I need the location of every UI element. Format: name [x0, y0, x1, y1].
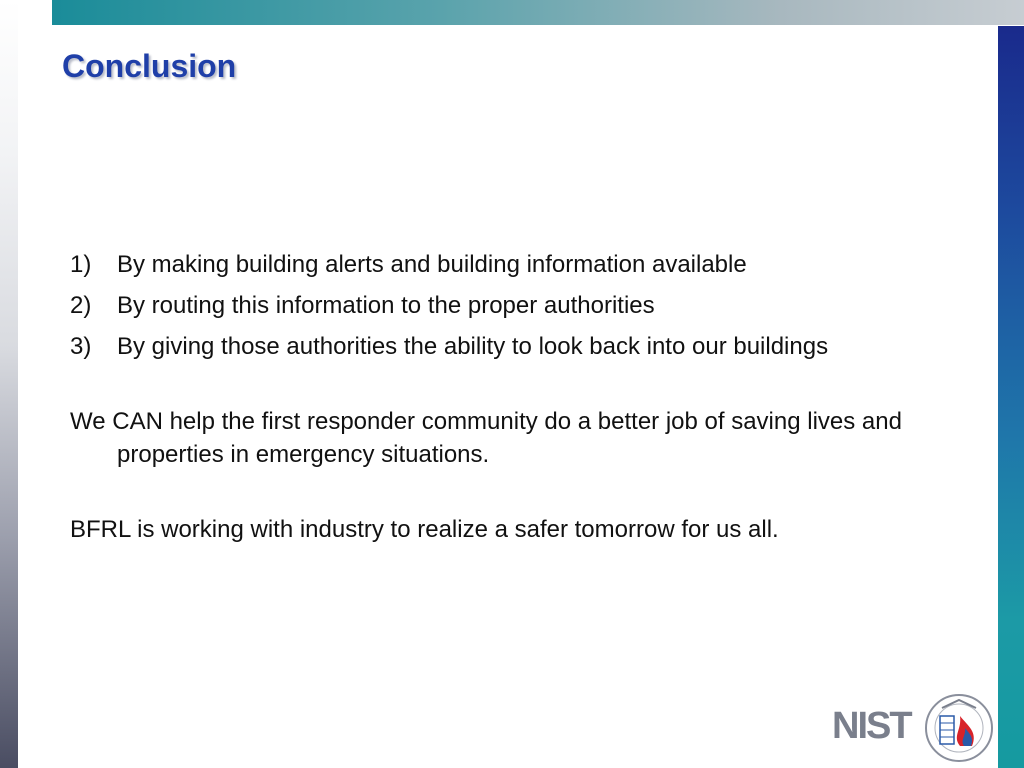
logo-wordmark: NIST — [832, 705, 911, 747]
list-text: By making building alerts and building information available — [117, 251, 747, 278]
list-marker: 1) — [70, 251, 92, 278]
slide-title: Conclusion — [62, 48, 237, 84]
nist-logo — [832, 686, 998, 764]
top-accent-bar — [52, 0, 1024, 25]
closing-paragraph: BFRL is working with industry to realize a safer tomorrow for us all. — [70, 516, 779, 543]
numbered-list — [70, 248, 950, 363]
nist-logo-icon — [832, 686, 998, 764]
list-text: By giving those authorities the ability to look back into our buildings — [117, 333, 829, 360]
list-item — [70, 289, 950, 322]
left-gradient-bar — [0, 0, 18, 768]
right-gradient-bar — [998, 26, 1024, 768]
list-text: By routing this information to the proper authorities — [117, 292, 655, 319]
list-item — [70, 330, 950, 363]
list-marker: 2) — [70, 292, 92, 319]
conclusion-paragraph: We CAN help the first responder community do a better job of saving lives and properties in emergency situations. — [70, 408, 902, 468]
list-marker: 3) — [70, 333, 92, 360]
seal-inner-ring — [935, 704, 983, 752]
slide-body — [70, 248, 950, 546]
list-item — [70, 248, 950, 281]
